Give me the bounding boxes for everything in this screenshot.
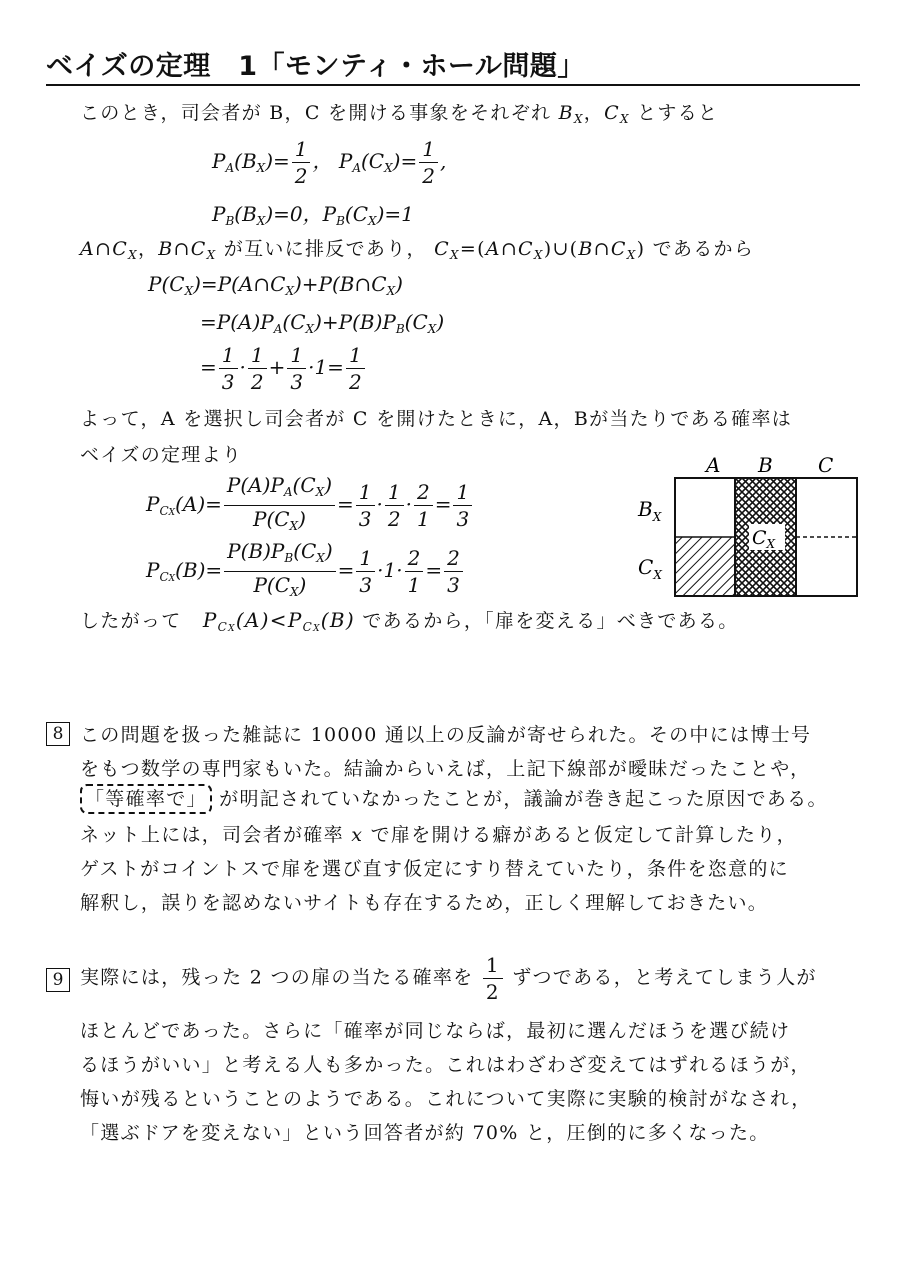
bayes-b: $P_{CX}(B)=$ $\frac{P(B)P_B(C_X)}{P(C_X)}$ = $\frac{1}{3}$ ·1· $\frac{2}{1}$ = $\frac{2}{3}$ <box>146 538 465 605</box>
intro-line: このとき，司会者が B，C を開ける事象をそれぞれ $B_X$，$C_X$ とすると <box>80 102 719 126</box>
section9-line1: 実際には，残った 2 つの扉の当たる確率を $\frac{1}{2}$ ずつである，と考えてしまう人が <box>80 953 817 1004</box>
section9-line3: るほうがいい」と考える人も多かった。これはわざわざ変えてはずれるほうが， <box>80 1054 811 1076</box>
bayes-a: $P_{CX}(A)=$ $\frac{P(A)P_A(C_X)}{P(C_X)}$ = $\frac{1}{3}$ · $\frac{1}{2}$ · $\frac{2}{1}$ = $\frac{1}{3}$ <box>146 472 474 539</box>
final-prefix: したがって <box>80 610 182 632</box>
conditional-prob-a: $P_A(B_X)=$ $\frac{1}{2}$ ， $P_A(C_X)=$ $\frac{1}{2}$ , <box>212 137 447 188</box>
section8-line4-a: ネット上には，司会者が確率 <box>80 824 344 846</box>
diagram-col-c: C <box>818 453 834 477</box>
section8-line3-text: が明記されていなかったことが，議論が巻き起こった原因である。 <box>219 788 828 810</box>
equal-probability-box: 「等確率で」 <box>80 784 212 814</box>
section9-line4: 悔いが残るということのようである。これについて実際に実験的検討がなされ， <box>80 1088 812 1110</box>
section8-line4-b: で扉を開ける癖があると仮定して計算したり， <box>370 824 797 846</box>
exclusive-line: $A\cap C_X$，$B\cap C_X$ が互いに排反であり， $C_X=(A\cap C_X)\cup(B\cap C_X)$ であるから <box>80 238 755 262</box>
section9-line2: ほとんどであった。さらに「確率が同じならば，最初に選んだほうを選び続け <box>80 1020 791 1042</box>
title-rule <box>46 84 860 86</box>
conditional-prob-b: $P_B(B_X)=0$，$P_B(C_X)=1$ <box>212 202 414 228</box>
section8-var-x: x <box>351 824 364 846</box>
probability-diagram <box>630 450 870 610</box>
final-line: したがって $P_{CX}(A)<P_{CX}(B)$ であるから，「扉を変える」べきである。 <box>80 608 739 634</box>
exclusive-end: であるから <box>652 238 755 260</box>
total-prob-line3: = $\frac{1}{3}$ · $\frac{1}{2}$ + $\frac{1}{3}$ ·1= $\frac{1}{2}$ <box>200 342 367 395</box>
total-prob-line2: $=P(A)P_A(C_X)+P(B)P_B(C_X)$ <box>200 310 445 336</box>
intro-end: とすると <box>637 102 719 124</box>
total-prob-line1: $P(C_X)=P(A\cap C_X)+P(B\cap C_X)$ <box>148 272 403 298</box>
region-a-cx <box>675 537 735 596</box>
section8-line5: ゲストがコイントスで扉を選び直す仮定にすり替えていたり，条件を恣意的に <box>80 858 789 880</box>
section9-number: 9 <box>46 968 70 992</box>
exclusive-text: が互いに排反であり， <box>223 238 427 260</box>
conclusion-line2: ベイズの定理より <box>80 444 243 466</box>
diagram-col-a: A <box>706 453 721 477</box>
intro-text: このとき，司会者が B，C を開ける事象をそれぞれ <box>80 102 552 124</box>
diagram-row-cx: $C_X$ <box>638 555 662 582</box>
section9-line1-b: ずつである，と考えてしまう人が <box>512 966 817 989</box>
final-suffix: であるから，「扉を変える」べきである。 <box>362 610 739 632</box>
section8-line6: 解釈し，誤りを認めないサイトも存在するため，正しく理解しておきたい。 <box>80 892 769 914</box>
conclusion-line1: よって，A を選択し司会者が C を開けたときに，A，Bが当たりである確率は <box>80 408 793 430</box>
diagram-row-bx: $B_X$ <box>638 497 662 524</box>
section9-line5: 「選ぶドアを変えない」という回答者が約 70% と，圧倒的に多くなった。 <box>80 1122 770 1144</box>
diagram-col-b: B <box>758 453 773 477</box>
diagram-center-label: $C_X$ <box>752 527 776 551</box>
section8-line3 <box>80 784 828 814</box>
section8-line2: をもつ数学の専門家もいた。結論からいえば，上記下線部が曖昧だったことや， <box>80 758 811 780</box>
section9-line1-a: 実際には，残った 2 つの扉の当たる確率を <box>80 966 474 989</box>
section8-number: 8 <box>46 722 70 746</box>
section8-line1: この問題を扱った雑誌に 10000 通以上の反論が寄せられた。その中には博士号 <box>80 724 812 746</box>
section8-line4 <box>80 820 797 847</box>
page-title: ベイズの定理 1「モンティ・ホール問題」 <box>46 51 585 82</box>
